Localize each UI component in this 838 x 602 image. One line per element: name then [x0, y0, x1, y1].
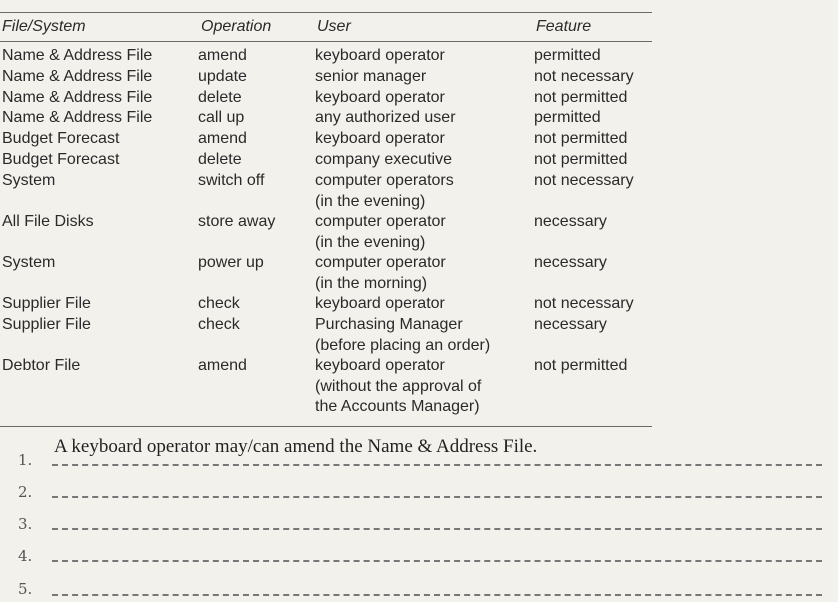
row-feature: not necessary	[534, 295, 634, 312]
row-user: computer operator	[315, 254, 446, 271]
row-feature: permitted	[534, 109, 601, 126]
row-user: (in the evening)	[315, 233, 426, 251]
exercise-number: 5.	[18, 580, 33, 598]
row-operation: check	[198, 295, 240, 312]
exercise-number: 2.	[18, 483, 33, 501]
row-user: keyboard operator	[315, 295, 445, 312]
row-feature: necessary	[534, 213, 607, 230]
row-file-system: Debtor File	[2, 357, 81, 374]
row-file-system: Supplier File	[2, 295, 91, 312]
row-user: any authorized user	[315, 109, 456, 126]
row-user: keyboard operator	[315, 357, 445, 374]
row-feature: not necessary	[534, 172, 634, 189]
row-operation: update	[198, 68, 247, 85]
row-user: Purchasing Manager	[315, 316, 463, 333]
answer-line[interactable]	[52, 594, 822, 596]
answer-line[interactable]	[52, 464, 822, 466]
row-operation: call up	[198, 109, 245, 126]
row-file-system: System	[2, 172, 56, 189]
exercise-number: 4.	[18, 547, 33, 565]
row-feature: not permitted	[534, 151, 628, 168]
row-file-system: Name & Address File	[2, 47, 153, 64]
table-header-rule	[0, 41, 652, 42]
exercise-number: 3.	[18, 515, 33, 533]
row-file-system: Budget Forecast	[2, 130, 120, 147]
row-file-system: Supplier File	[2, 316, 91, 333]
row-feature: not permitted	[534, 89, 628, 106]
row-operation: amend	[198, 47, 247, 64]
row-user: keyboard operator	[315, 130, 445, 147]
exercise-number: 1.	[18, 451, 33, 469]
row-feature: not permitted	[534, 130, 628, 147]
row-file-system: Budget Forecast	[2, 151, 120, 168]
answer-line[interactable]	[52, 560, 822, 562]
header-feature: Feature	[536, 18, 592, 35]
answer-line[interactable]	[52, 496, 822, 498]
row-operation: delete	[198, 89, 242, 106]
row-feature: not permitted	[534, 357, 628, 374]
example-answer: A keyboard operator may/can amend the Name & Address File.	[54, 436, 538, 457]
row-operation: store away	[198, 213, 276, 230]
row-user: (without the approval of	[315, 377, 482, 395]
row-user: computer operators	[315, 172, 454, 189]
table-top-rule	[0, 12, 652, 13]
header-file-system: File/System	[2, 18, 86, 35]
row-user: (in the morning)	[315, 274, 428, 292]
row-operation: amend	[198, 357, 247, 374]
row-file-system: System	[2, 254, 56, 271]
row-file-system: All File Disks	[2, 213, 94, 230]
row-user: computer operator	[315, 213, 446, 230]
row-file-system: Name & Address File	[2, 68, 153, 85]
row-feature: not necessary	[534, 68, 634, 85]
row-operation: check	[198, 316, 240, 333]
row-file-system: Name & Address File	[2, 89, 153, 106]
row-operation: power up	[198, 254, 264, 271]
row-user: the Accounts Manager)	[315, 398, 480, 415]
row-user: senior manager	[315, 68, 427, 85]
table-bottom-rule	[0, 426, 652, 427]
answer-line[interactable]	[52, 528, 822, 530]
row-feature: necessary	[534, 254, 607, 271]
row-operation: amend	[198, 130, 247, 147]
row-user: (before placing an order)	[315, 336, 491, 354]
header-operation: Operation	[201, 18, 272, 35]
row-user: keyboard operator	[315, 47, 445, 64]
row-feature: necessary	[534, 316, 607, 333]
row-file-system: Name & Address File	[2, 109, 153, 126]
row-user: keyboard operator	[315, 89, 445, 106]
header-user: User	[317, 18, 351, 35]
row-operation: switch off	[198, 172, 265, 189]
row-user: (in the evening)	[315, 192, 426, 210]
row-operation: delete	[198, 151, 242, 168]
row-user: company executive	[315, 151, 452, 168]
row-feature: permitted	[534, 47, 601, 64]
